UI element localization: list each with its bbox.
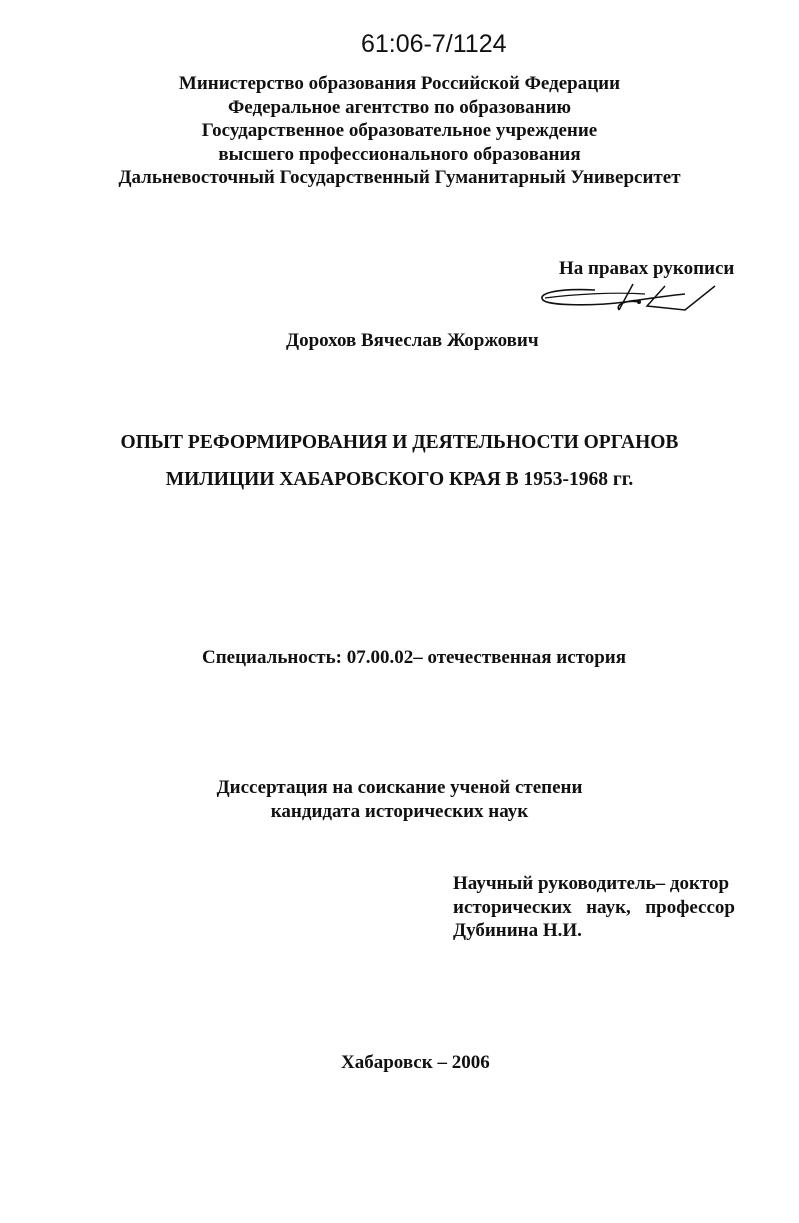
supervisor-name: Дубинина Н.И.	[453, 920, 582, 941]
title-line: МИЛИЦИИ ХАБАРОВСКОГО КРАЯ В 1953-1968 гг.	[165, 469, 634, 490]
institution-header	[0, 72, 799, 190]
header-line: Министерство образования Российской Федерации	[178, 73, 621, 94]
degree-statement	[0, 776, 799, 823]
place-year: Хабаровск – 2006	[341, 1052, 490, 1073]
supervisor-word: исторических	[453, 896, 572, 918]
title-line: ОПЫТ РЕФОРМИРОВАНИЯ И ДЕЯТЕЛЬНОСТИ ОРГАНОВ	[120, 432, 679, 453]
supervisor-line	[453, 896, 735, 920]
degree-line: кандидата исторических наук	[270, 800, 529, 822]
supervisor-line: Научный руководитель– доктор	[453, 873, 730, 894]
author-name: Дорохов Вячеслав Жоржович	[286, 330, 539, 351]
header-line: Государственное образовательное учреждение	[201, 120, 598, 141]
supervisor-block	[453, 872, 735, 943]
signature-icon	[535, 280, 725, 316]
catalog-stamp: 61:06-7/1124	[361, 30, 507, 58]
supervisor-word: наук,	[586, 896, 631, 918]
dissertation-title	[0, 424, 799, 498]
manuscript-note: На правах рукописи	[559, 258, 735, 279]
supervisor-word: профессор	[645, 896, 735, 918]
specialty: Специальность: 07.00.02– отечественная история	[202, 647, 627, 668]
header-line: Федеральное агентство по образованию	[227, 96, 572, 118]
degree-line: Диссертация на соискание ученой степени	[216, 777, 583, 798]
header-line: высшего профессионального образования	[218, 143, 581, 165]
header-line: Дальневосточный Государственный Гуманитарный Университет	[118, 167, 681, 188]
